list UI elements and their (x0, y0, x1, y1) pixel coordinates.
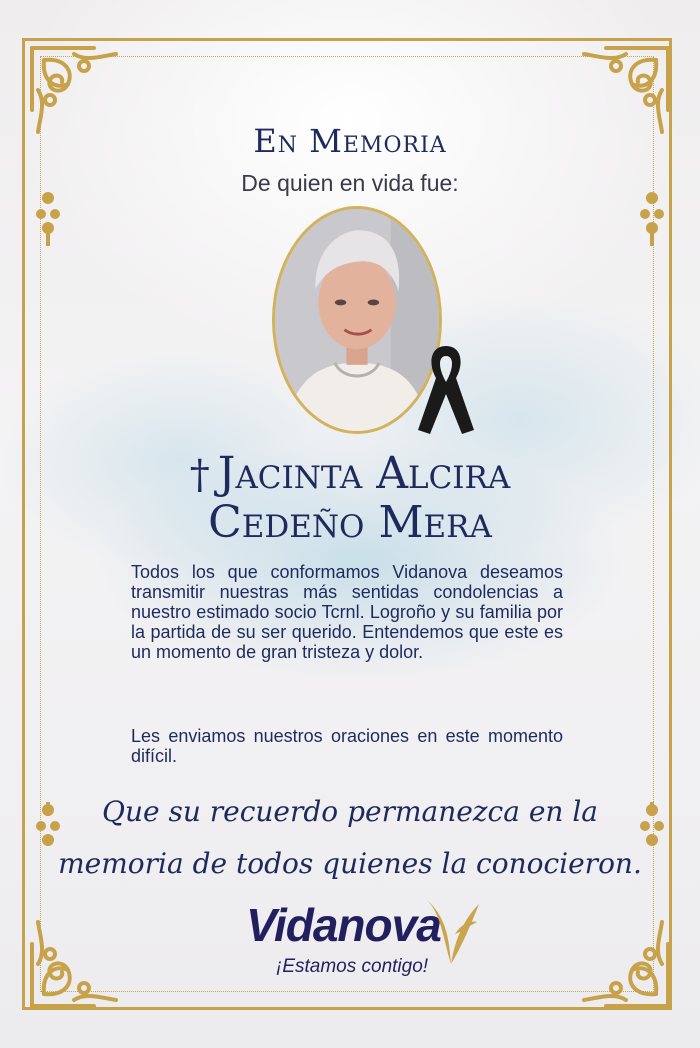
ornament-corner-icon (566, 904, 676, 1014)
fleur-icon (639, 188, 665, 248)
quote-line-2: memoria de todos quienes la conocieron. (58, 847, 642, 880)
memorial-quote (0, 786, 700, 890)
quote-line-1: Que su recuerdo permanezca en la (102, 795, 598, 828)
brand-tagline: ¡Estamos contigo! (276, 956, 429, 977)
page-title: En Memoria (253, 122, 447, 160)
ornament-corner-icon (24, 904, 134, 1014)
fleur-icon (35, 188, 61, 248)
name-line-1: Jacinta Alcira (217, 448, 511, 499)
vidanova-logo-mark-icon (421, 894, 481, 974)
condolence-paragraph-2: Les enviamos nuestros oraciones en este momento difícil. (131, 726, 563, 766)
brand-name: Vidanova (246, 899, 441, 951)
deceased-name (0, 450, 700, 547)
name-line-2: Cedeño Mera (208, 497, 492, 548)
cross-icon: † (189, 452, 210, 498)
page-subtitle: De quien en vida fue: (241, 170, 459, 196)
mourning-ribbon-icon (414, 338, 478, 438)
vidanova-logo (246, 898, 476, 988)
condolence-paragraph-1: Todos los que conformamos Vidanova deseamos transmitir nuestras más sentidas condolencias a nuestro estimado socio Tcrnl. Logroño y su familia por la partida de su ser querido. Entendemos que este es un momento de gran tristeza y dolor. (131, 562, 563, 662)
